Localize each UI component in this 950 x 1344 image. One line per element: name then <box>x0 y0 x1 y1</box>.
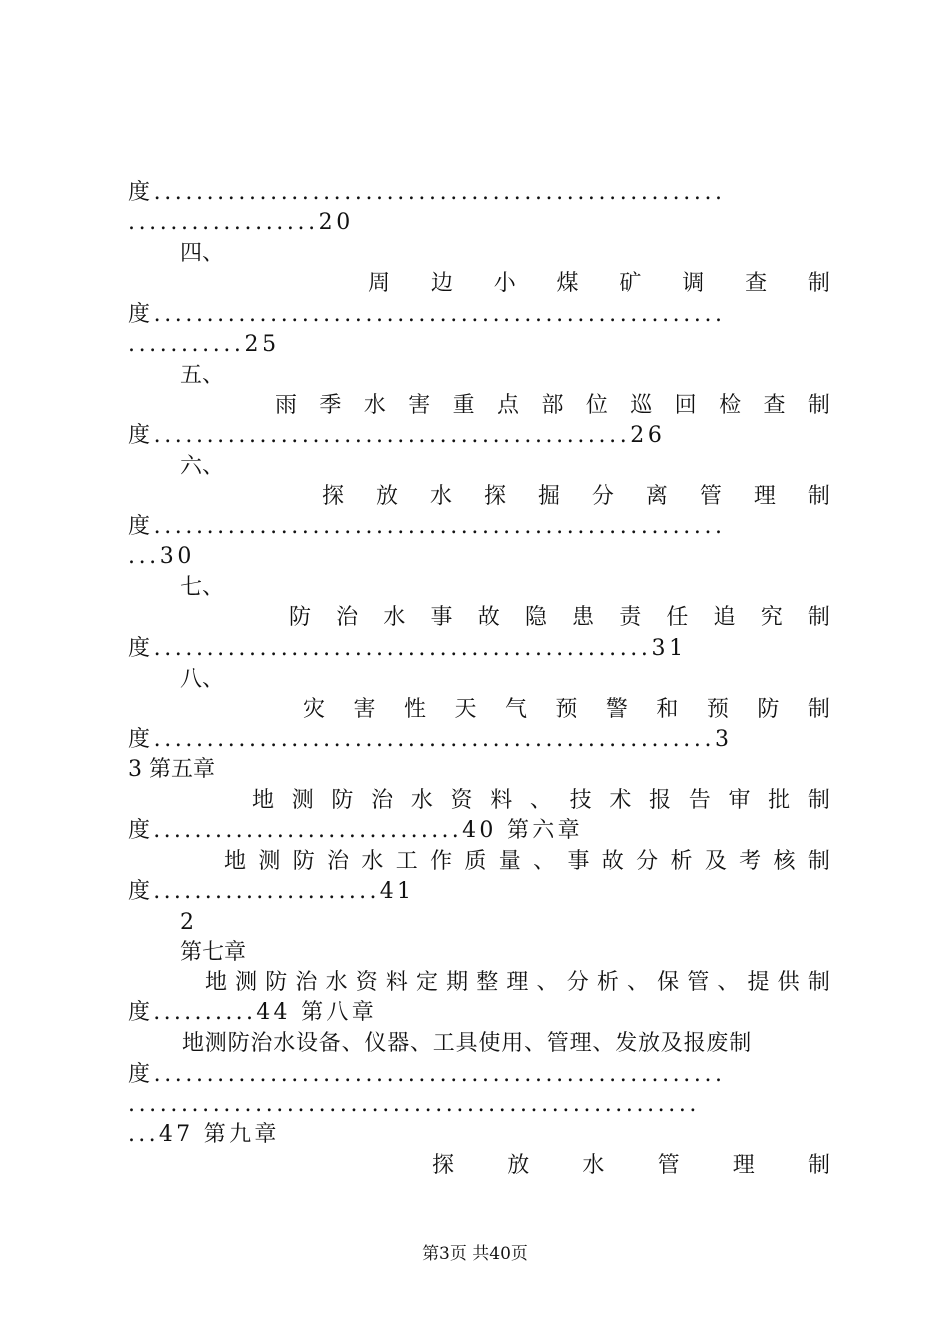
toc-line: 度..............................40 第六章 <box>128 818 583 843</box>
toc-char: 患 <box>572 605 595 630</box>
toc-title-line <box>275 391 830 421</box>
toc-char: 测 <box>258 849 281 874</box>
toc-char: 位 <box>585 393 608 418</box>
toc-char: 点 <box>497 393 520 418</box>
toc-char: 煤 <box>556 271 579 296</box>
toc-char: 防 <box>289 605 312 630</box>
toc-char: 制 <box>807 970 830 995</box>
toc-title-line <box>303 695 830 725</box>
toc-char: 防 <box>331 788 354 813</box>
toc-char: 灾 <box>303 697 326 722</box>
toc-char: 料 <box>385 970 408 995</box>
toc-char: 水 <box>361 849 384 874</box>
toc-char: 告 <box>688 788 711 813</box>
toc-char: 测 <box>235 970 258 995</box>
toc-char: 、 <box>536 970 559 995</box>
toc-char: 期 <box>446 970 469 995</box>
toc-char: 测 <box>291 788 314 813</box>
toc-char: 周 <box>368 271 391 296</box>
toc-char: 部 <box>541 393 564 418</box>
toc-title-line <box>432 1151 830 1181</box>
toc-char: 批 <box>768 788 791 813</box>
toc-heading: 四、 <box>180 241 225 266</box>
toc-char: 水 <box>383 605 406 630</box>
toc-line: 度...............................................31 <box>128 636 687 661</box>
toc-char: 追 <box>713 605 736 630</box>
toc-char: 检 <box>719 393 742 418</box>
toc-char: 查 <box>745 271 768 296</box>
toc-char: 报 <box>649 788 672 813</box>
toc-char: 警 <box>605 697 628 722</box>
toc-char: 气 <box>504 697 527 722</box>
toc-line: ...................................................... <box>128 1092 701 1117</box>
toc-char: 治 <box>371 788 394 813</box>
toc-char: 质 <box>464 849 487 874</box>
toc-char: 理 <box>732 1153 755 1178</box>
toc-heading: 五、 <box>180 363 225 388</box>
toc-char: 治 <box>336 605 359 630</box>
toc-char: 季 <box>319 393 342 418</box>
toc-line: 度...................................................... <box>128 514 726 539</box>
toc-line: 2 <box>180 910 194 935</box>
toc-char: 性 <box>403 697 426 722</box>
toc-char: 防 <box>292 849 315 874</box>
toc-char: 、 <box>533 849 556 874</box>
toc-char: 故 <box>477 605 500 630</box>
toc-char: 定 <box>415 970 438 995</box>
toc-char: 析 <box>670 849 693 874</box>
toc-title-line <box>289 603 830 633</box>
toc-char: 水 <box>325 970 348 995</box>
toc-title-line <box>252 786 830 816</box>
toc-char: 究 <box>760 605 783 630</box>
toc-char: 整 <box>476 970 499 995</box>
toc-char: 放 <box>507 1153 530 1178</box>
toc-char: 调 <box>682 271 705 296</box>
toc-char: 查 <box>763 393 786 418</box>
toc-char: 地 <box>205 970 228 995</box>
toc-char: 分 <box>636 849 659 874</box>
toc-heading: 六、 <box>180 454 225 479</box>
toc-line: ..................20 <box>128 210 354 235</box>
toc-char: 探 <box>483 484 506 509</box>
toc-line: 度......................41 <box>128 879 415 904</box>
toc-char: 预 <box>555 697 578 722</box>
toc-char: 管 <box>687 970 710 995</box>
toc-char: 管 <box>699 484 722 509</box>
toc-char: 制 <box>807 849 830 874</box>
toc-char: 雨 <box>275 393 298 418</box>
toc-char: 理 <box>753 484 776 509</box>
toc-char: 制 <box>807 1153 830 1178</box>
toc-line: 度...................................................... <box>128 1062 726 1087</box>
toc-char: 地 <box>224 849 247 874</box>
toc-char: 析 <box>596 970 619 995</box>
toc-char: 预 <box>706 697 729 722</box>
toc-char: 保 <box>657 970 680 995</box>
toc-char: 治 <box>327 849 350 874</box>
toc-line: 度.....................................................3 <box>128 727 733 752</box>
toc-char: 资 <box>355 970 378 995</box>
toc-char: 水 <box>429 484 452 509</box>
toc-char: 作 <box>430 849 453 874</box>
toc-line: 度..........44 第八章 <box>128 1000 378 1025</box>
toc-char: 害 <box>353 697 376 722</box>
toc-char: 制 <box>807 271 830 296</box>
toc-line: ...........25 <box>128 332 280 357</box>
toc-char: 探 <box>432 1153 455 1178</box>
toc-heading: 八、 <box>180 667 225 692</box>
toc-char: 、 <box>717 970 740 995</box>
toc-char: 料 <box>490 788 513 813</box>
toc-title-line <box>205 968 830 998</box>
toc-char: 提 <box>747 970 770 995</box>
toc-char: 事 <box>430 605 453 630</box>
toc-char: 和 <box>656 697 679 722</box>
toc-char: 重 <box>452 393 475 418</box>
toc-char: 、 <box>626 970 649 995</box>
toc-char: 、 <box>529 788 552 813</box>
toc-char: 害 <box>408 393 431 418</box>
toc-char: 治 <box>295 970 318 995</box>
toc-char: 水 <box>363 393 386 418</box>
toc-title-line <box>368 269 830 299</box>
toc-char: 制 <box>807 605 830 630</box>
toc-char: 制 <box>807 788 830 813</box>
toc-char: 放 <box>375 484 398 509</box>
toc-line: 度.............................................26 <box>128 423 666 448</box>
toc-title-line <box>224 847 830 877</box>
toc-char: 离 <box>645 484 668 509</box>
toc-line: ...30 <box>128 544 195 569</box>
toc-char: 考 <box>739 849 762 874</box>
toc-char: 责 <box>619 605 642 630</box>
toc-line: ...47 第九章 <box>128 1122 280 1147</box>
toc-char: 边 <box>430 271 453 296</box>
toc-char: 分 <box>591 484 614 509</box>
toc-char: 及 <box>704 849 727 874</box>
toc-char: 矿 <box>619 271 642 296</box>
toc-line: 度...................................................... <box>128 302 726 327</box>
toc-heading: 七、 <box>180 575 225 600</box>
toc-char: 核 <box>773 849 796 874</box>
toc-char: 理 <box>506 970 529 995</box>
toc-char: 故 <box>601 849 624 874</box>
toc-char: 任 <box>666 605 689 630</box>
toc-title-line <box>322 482 830 512</box>
toc-title-line: 地测防治水设备、仪器、工具使用、管理、发放及报废制 <box>182 1031 753 1056</box>
toc-line: 度...................................................... <box>128 180 726 205</box>
toc-char: 管 <box>657 1153 680 1178</box>
toc-line: 3 第五章 <box>128 757 215 782</box>
toc-char: 小 <box>493 271 516 296</box>
toc-char: 资 <box>450 788 473 813</box>
toc-char: 工 <box>395 849 418 874</box>
toc-char: 分 <box>566 970 589 995</box>
toc-char: 技 <box>569 788 592 813</box>
toc-char: 巡 <box>630 393 653 418</box>
toc-char: 制 <box>807 697 830 722</box>
toc-char: 量 <box>498 849 521 874</box>
toc-char: 天 <box>454 697 477 722</box>
page-footer: 第3页 共40页 <box>422 1244 528 1264</box>
toc-char: 供 <box>777 970 800 995</box>
toc-char: 术 <box>609 788 632 813</box>
toc-char: 防 <box>757 697 780 722</box>
toc-char: 地 <box>252 788 275 813</box>
toc-char: 事 <box>567 849 590 874</box>
toc-char: 水 <box>582 1153 605 1178</box>
toc-char: 防 <box>265 970 288 995</box>
toc-char: 水 <box>410 788 433 813</box>
toc-char: 掘 <box>537 484 560 509</box>
toc-char: 审 <box>728 788 751 813</box>
toc-char: 隐 <box>524 605 547 630</box>
toc-char: 探 <box>322 484 345 509</box>
toc-char: 制 <box>807 393 830 418</box>
toc-char: 制 <box>807 484 830 509</box>
toc-heading: 第七章 <box>180 940 247 965</box>
toc-char: 回 <box>674 393 697 418</box>
